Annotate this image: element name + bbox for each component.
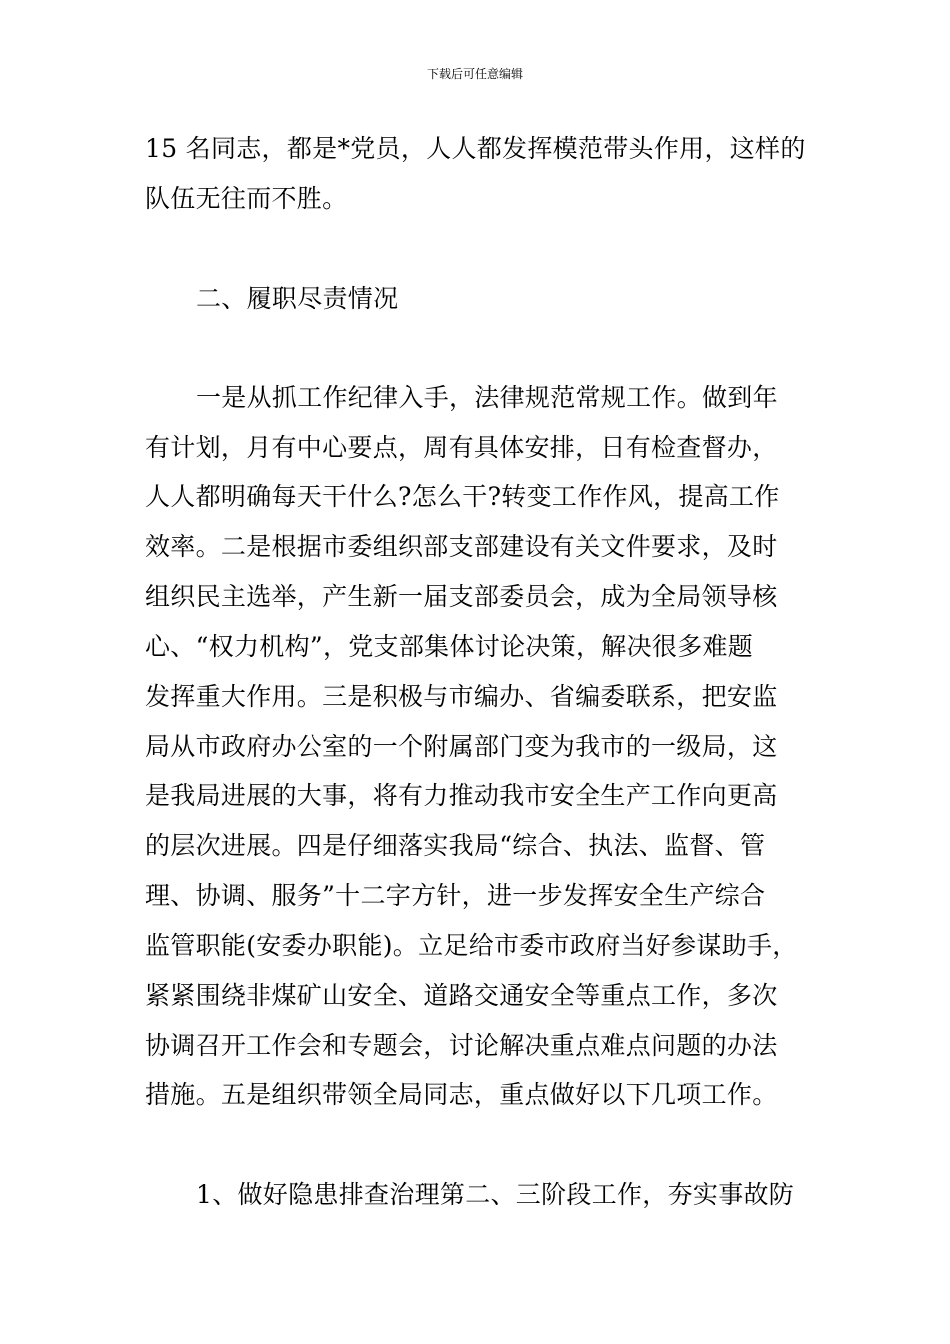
text-line: 监管职能(安委办职能)。立足给市委市政府当好参谋助手， (145, 931, 798, 960)
text-line: 有计划，月有中心要点，周有具体安排，日有检查督办， (145, 433, 778, 462)
text-line: 协调召开工作会和专题会，讨论解决重点难点问题的办法 (145, 1031, 778, 1060)
text-line: 组织民主选举，产生新一届支部委员会，成为全局领导核 (145, 582, 778, 611)
text-line: 效率。二是根据市委组织部支部建设有关文件要求，及时 (145, 532, 778, 561)
text-line: 人人都明确每天干什么?怎么干?转变工作作风，提高工作 (145, 482, 780, 511)
text-line: 措施。五是组织带领全局同志，重点做好以下几项工作。 (145, 1080, 778, 1109)
text-line: 1、做好隐患排查治理第二、三阶段工作，夯实事故防 (196, 1180, 795, 1209)
text-line: 的层次进展。四是仔细落实我局“综合、执法、监督、管 (145, 831, 766, 860)
text-line: 局从市政府办公室的一个附属部门变为我市的一级局，这 (145, 732, 778, 761)
page-header: 下载后可任意编辑 (426, 67, 523, 81)
text-line: 一是从抓工作纪律入手，法律规范常规工作。做到年 (196, 383, 778, 412)
text-line: 是我局进展的大事，将有力推动我市安全生产工作向更高 (145, 781, 778, 810)
text-line: 紧紧围绕非煤矿山安全、道路交通安全等重点工作，多次 (145, 981, 778, 1010)
text-line: 心、“权力机构”，党支部集体讨论决策，解决很多难题 (145, 632, 754, 661)
text-line: 15 名同志，都是*党员，人人都发挥模范带头作用，这样的 (145, 134, 806, 163)
text-line: 理、协调、服务”十二字方针，进一步发挥安全生产综合 (145, 881, 766, 910)
section-heading: 二、履职尽责情况 (196, 284, 399, 313)
text-line: 发挥重大作用。三是积极与市编办、省编委联系，把安监 (145, 682, 778, 711)
text-line: 队伍无往而不胜。 (145, 184, 348, 213)
